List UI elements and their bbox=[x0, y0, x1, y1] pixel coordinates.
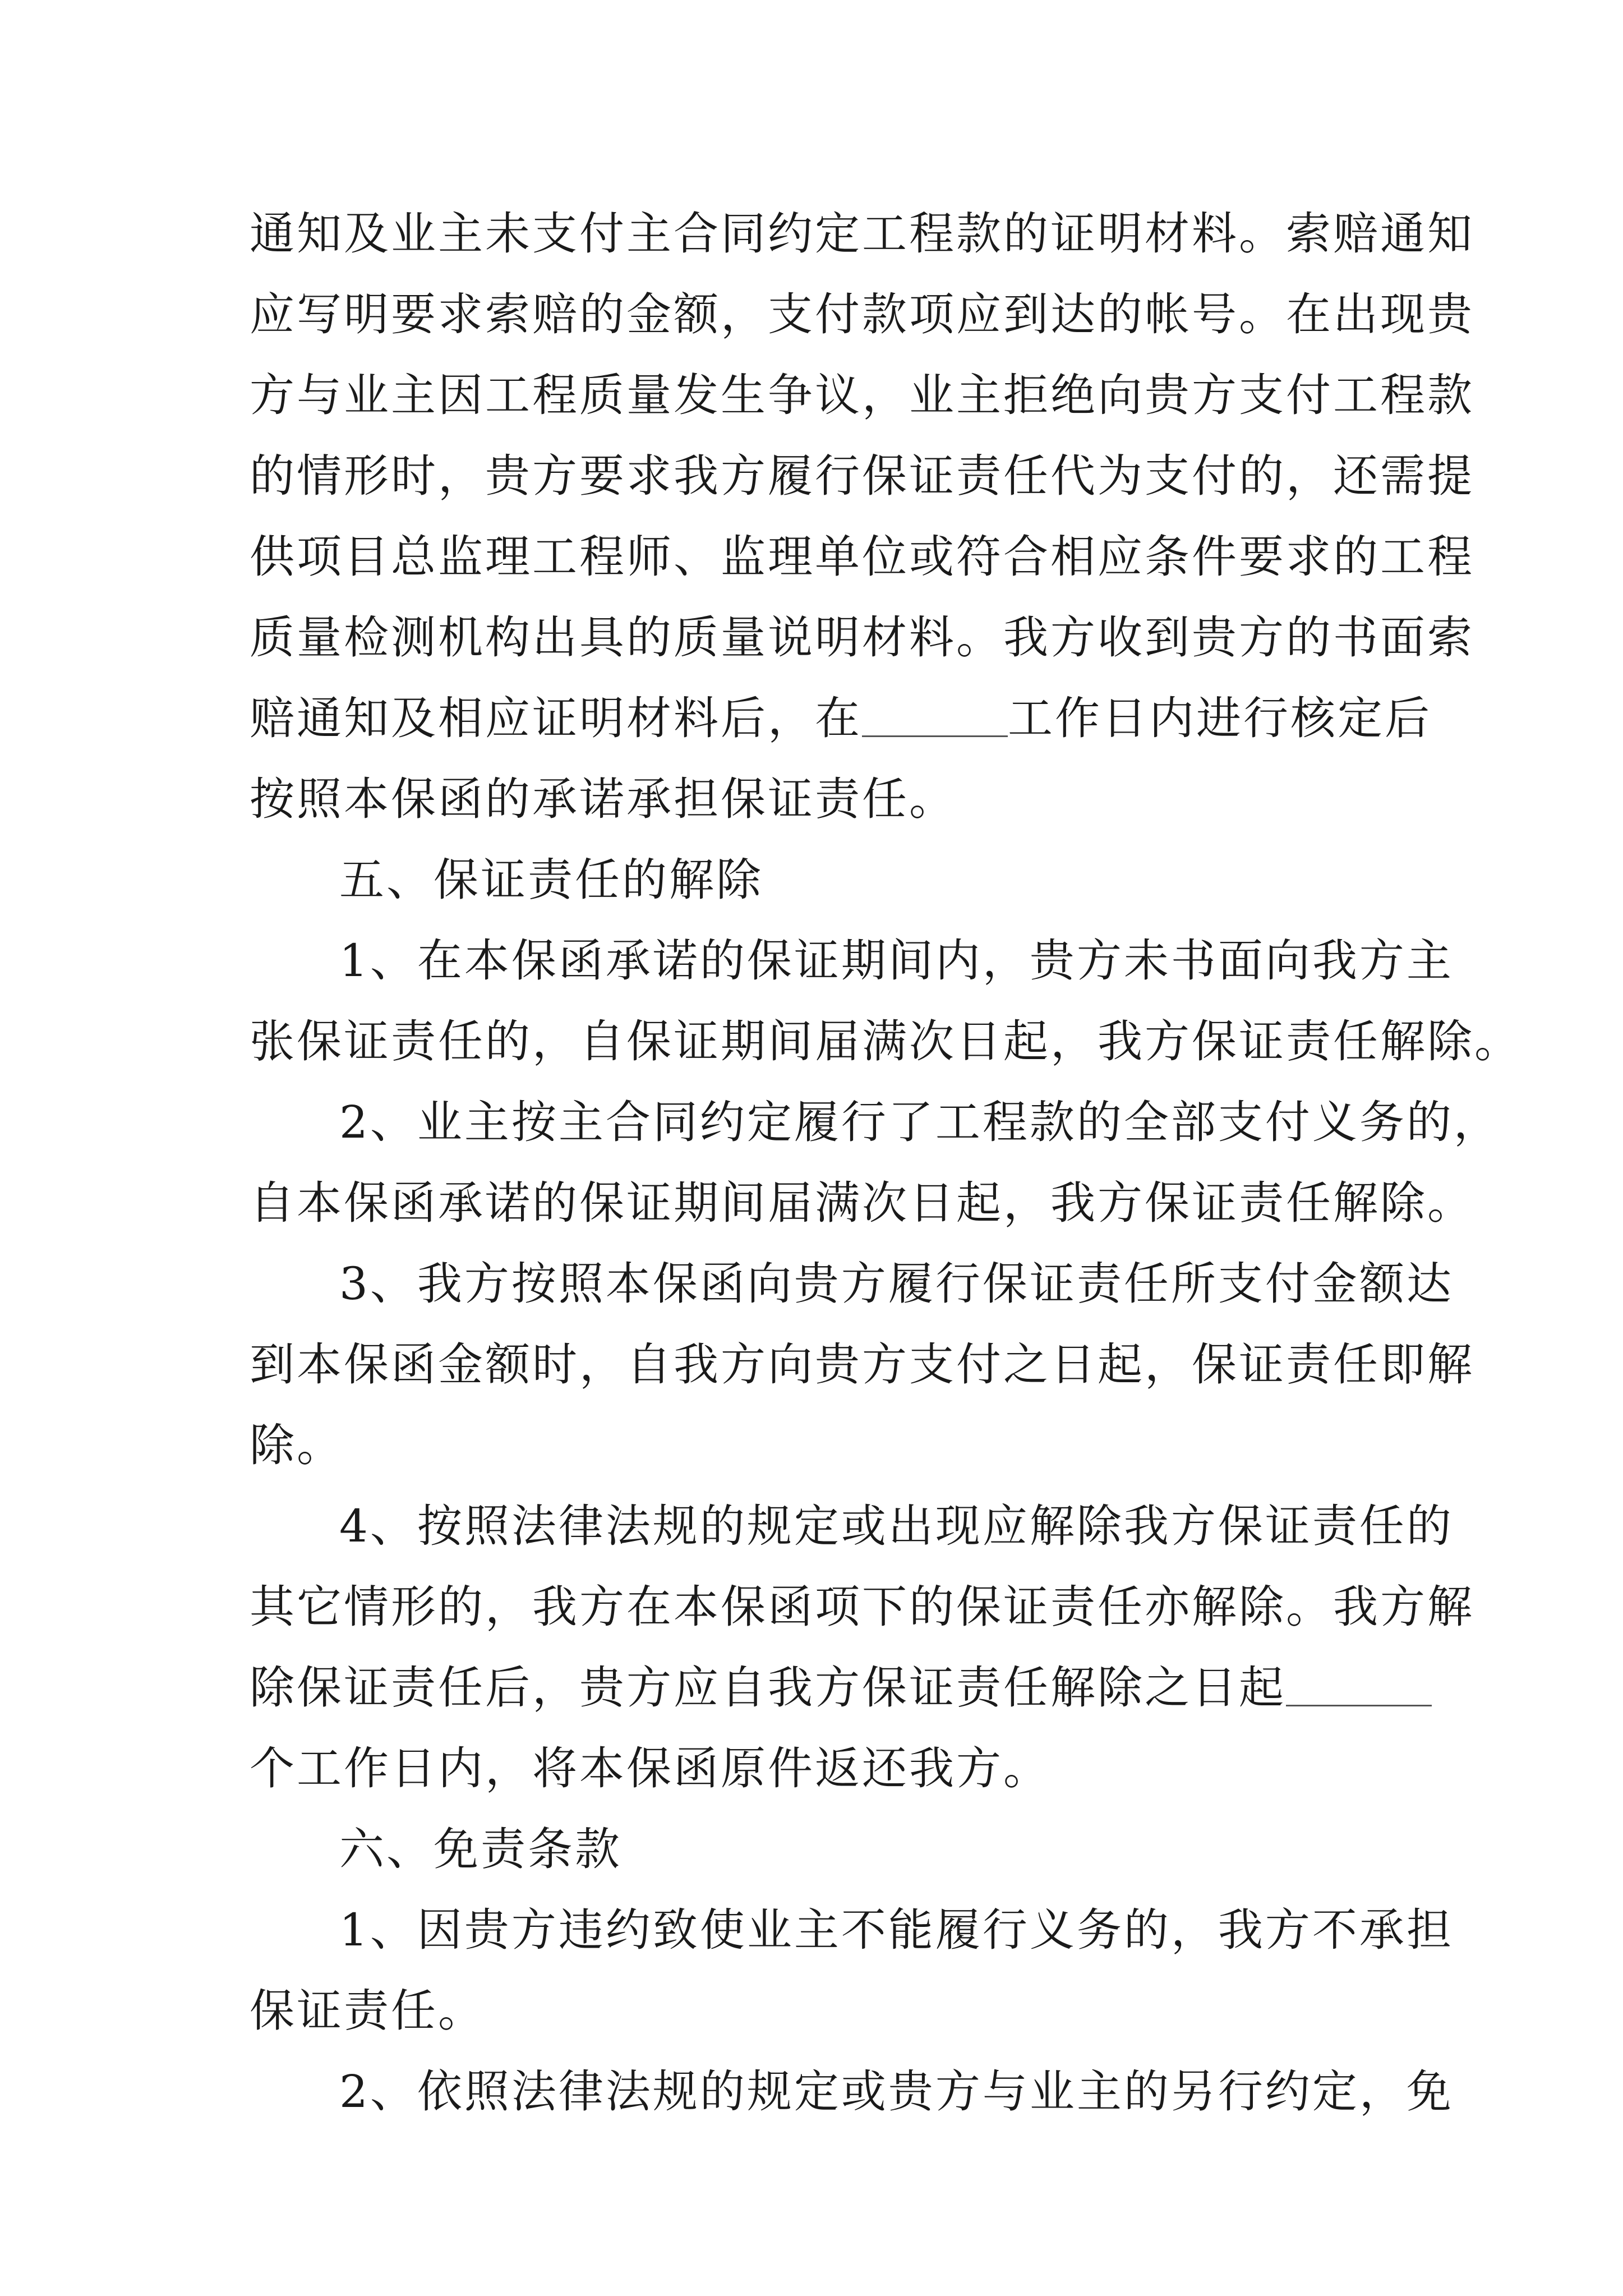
paragraph-line: 应写明要求索赔的金额，支付款项应到达的帐号。在出现贵 bbox=[250, 288, 1474, 341]
list-item-line: 2、依照法律法规的规定或贵方与业主的另行约定，免 bbox=[339, 2065, 1454, 2118]
list-item-line: 到本保函金额时，自我方向贵方支付之日起，保证责任即解 bbox=[250, 1338, 1474, 1391]
paragraph-line: 供项目总监理工程师、监理单位或符合相应条件要求的工程 bbox=[250, 531, 1474, 583]
paragraph-line: 的情形时，贵方要求我方履行保证责任代为支付的，还需提 bbox=[250, 450, 1474, 502]
paragraph-line: 通知及业主未支付主合同约定工程款的证明材料。索赔通知 bbox=[250, 208, 1474, 260]
fill-in-blank[interactable] bbox=[1286, 1660, 1432, 1706]
list-item-line: 自本保函承诺的保证期间届满次日起，我方保证责任解除。 bbox=[250, 1177, 1474, 1229]
blank-line-before-text: 除保证责任后，贵方应自我方保证责任解除之日起 bbox=[250, 1662, 1286, 1714]
blank-line-before-text: 赔通知及相应证明材料后，在 bbox=[250, 692, 862, 744]
paragraph-line: 方与业主因工程质量发生争议，业主拒绝向贵方支付工程款 bbox=[250, 369, 1474, 421]
document-body bbox=[250, 194, 1521, 2132]
list-item-line: 除。 bbox=[250, 1419, 344, 1471]
list-item-line: 3、我方按照本保函向贵方履行保证责任所支付金额达 bbox=[339, 1258, 1454, 1310]
list-item-line: 其它情形的，我方在本保函项下的保证责任亦解除。我方解 bbox=[250, 1581, 1474, 1633]
section-heading: 五、保证责任的解除 bbox=[339, 854, 763, 906]
paragraph-line: 按照本保函的承诺承担保证责任。 bbox=[250, 773, 956, 825]
blank-line-after-text: 工作日内进行核定后 bbox=[1008, 692, 1432, 744]
list-item-line: 1、因贵方违约致使业主不能履行义务的，我方不承担 bbox=[339, 1904, 1454, 1956]
section-heading: 六、免责条款 bbox=[339, 1823, 622, 1875]
paragraph-line: 质量检测机构出具的质量说明材料。我方收到贵方的书面索 bbox=[250, 611, 1474, 664]
fill-in-blank[interactable] bbox=[862, 691, 1008, 737]
paragraph-line-with-blank bbox=[250, 678, 1432, 759]
list-item-line: 保证责任。 bbox=[250, 1985, 485, 2037]
list-item-line: 4、按照法律法规的规定或出现应解除我方保证责任的 bbox=[339, 1500, 1454, 1552]
list-item-line: 1、在本保函承诺的保证期间内，贵方未书面向我方主 bbox=[339, 935, 1454, 987]
list-item-line-with-blank bbox=[250, 1648, 1394, 1728]
list-item-line: 2、业主按主合同约定履行了工程款的全部支付义务的， bbox=[339, 1096, 1501, 1148]
list-item-line: 张保证责任的，自保证期间届满次日起，我方保证责任解除。 bbox=[250, 1015, 1521, 1068]
list-item-line: 个工作日内，将本保函原件返还我方。 bbox=[250, 1742, 1050, 1795]
